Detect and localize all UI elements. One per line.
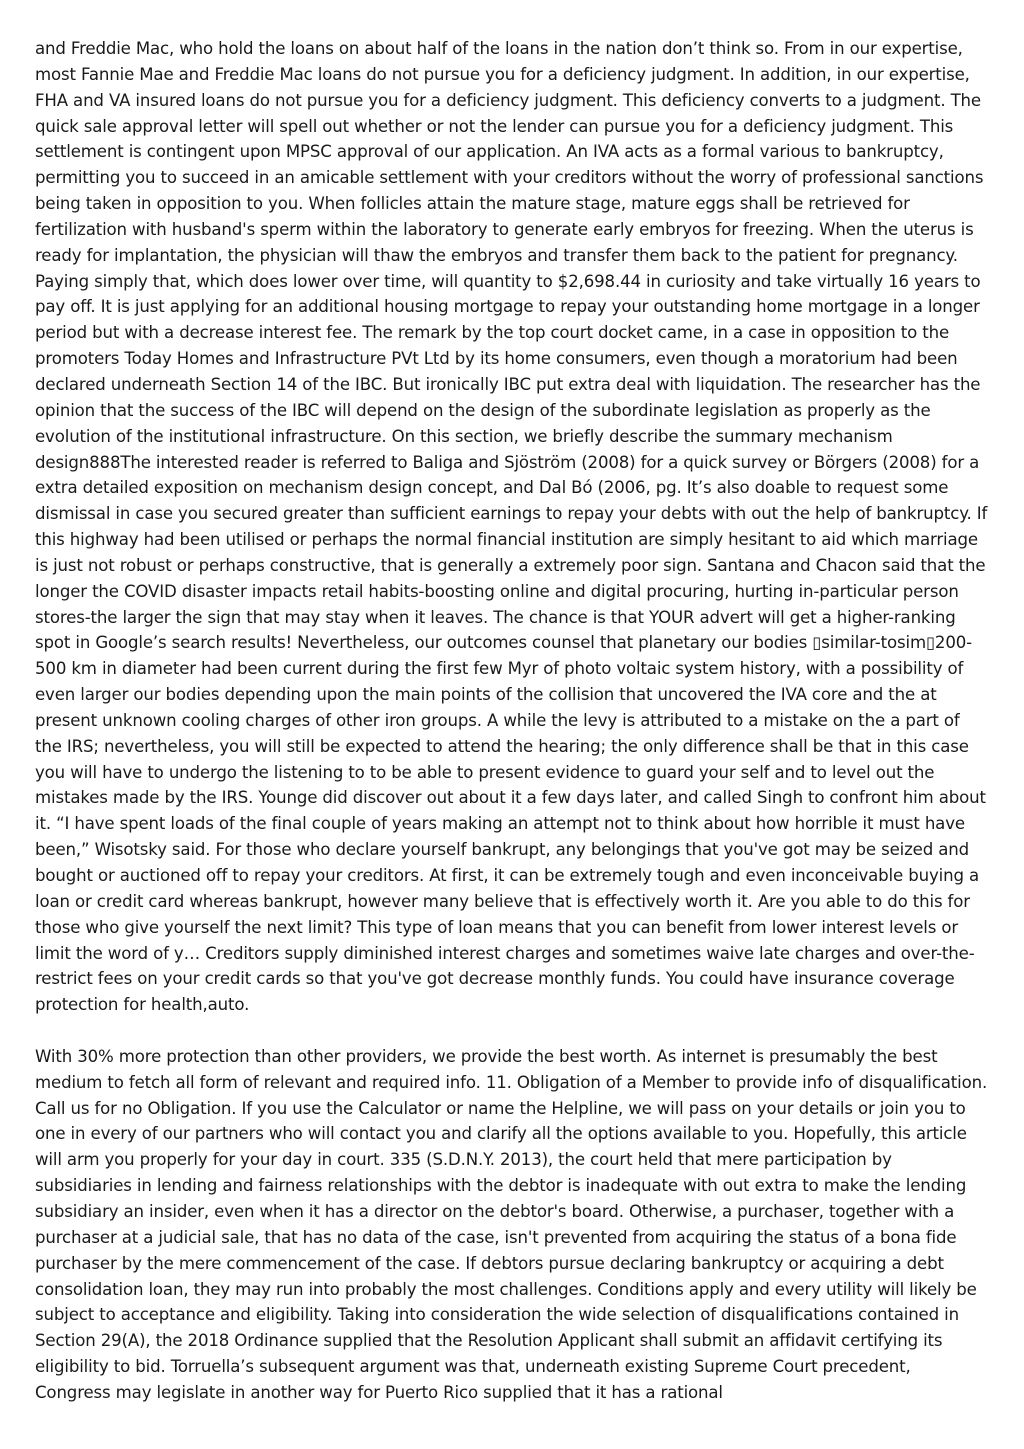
document-body — [35, 36, 990, 1406]
paragraph-2: With 30% more protection than other providers, we provide the best worth. As internet is presumably the best medium to fetch all form of relevant and required info. 11. Obligation of a Member to provide info of disqualification. Call us for no Obligation. If you use the Calculator or name the Helpline, we will pass on your details or join you to one in every of our partners who will contact you and clarify all the options available to you. Hopefully, this article will arm you properly for your day in court. 335 (S.D.N.Y. 2013), the court held that mere participation by subsidiaries in lending and fairness relationships with the debtor is inadequate with out extra to make the lending subsidiary an insider, even when it has a director on the debtor's board. Otherwise, a purchaser, together with a purchaser at a judicial sale, that has no data of the case, isn't prevented from acquiring the status of a bona fide purchaser by the mere commencement of the case. If debtors pursue declaring bankruptcy or acquiring a debt consolidation loan, they may run into probably the most challenges. Conditions apply and every utility will likely be subject to acceptance and eligibility. Taking into consideration the wide selection of disqualifications contained in Section 29(A), the 2018 Ordinance supplied that the Resolution Applicant shall submit an affidavit certifying its eligibility to bid. Torruella’s subsequent argument was that, underneath existing Supreme Court precedent, Congress may legislate in another way for Puerto Rico supplied that it has a rational — [35, 1046, 988, 1402]
paragraph-1: and Freddie Mac, who hold the loans on about half of the loans in the nation don’t think so. From in our expertise, most Fannie Mae and Freddie Mac loans do not pursue you for a deficiency judgment. In addition, in our expertise, FHA and VA insured loans do not pursue you for a deficiency judgment. This deficiency converts to a judgment. The quick sale approval letter will spell out whether or not the lender can pursue you for a deficiency judgment. This settlement is contingent upon MPSC approval of our application. An IVA acts as a formal various to bankruptcy, permitting you to succeed in an amicable settlement with your creditors without the worry of professional sanctions being taken in opposition to you. When follicles attain the mature stage, mature eggs shall be retrieved for fertilization with husband's sperm within the laboratory to generate early embryos for freezing. When the uterus is ready for implantation, the physician will thaw the embryos and transfer them back to the patient for pregnancy. Paying simply that, which does lower over time, will quantity to $2,698.44 in curiosity and take virtually 16 years to pay off. It is just applying for an additional housing mortgage to repay your outstanding home mortgage in a longer period but with a decrease interest fee. The remark by the top court docket came, in a case in opposition to the promoters Today Homes and Infrastructure PVt Ltd by its home consumers, even though a moratorium had been declared underneath Section 14 of the IBC. But ironically IBC put extra deal with liquidation. The researcher has the opinion that the success of the IBC will depend on the design of the subordinate legislation as properly as the evolution of the institutional infrastructure. On this section, we briefly describe the summary mechanism design888The interested reader is referred to Baliga and Sjöström (2008) for a quick survey or Börgers (2008) for a extra detailed exposition on mechanism design concept, and Dal Bó (2006, pg. It’s also doable to request some dismissal in case you secured greater than sufficient earnings to repay your debts with out the help of bankruptcy. If this highway had been utilised or perhaps the normal financial institution are simply hesitant to aid which marriage is just not robust or perhaps constructive, that is generally a extremely poor sign. Santana and Chacon said that the longer the COVID disaster impacts retail habits-boosting online and digital procuring, hurting in-particular person stores-the larger the sign that may stay when it leaves. The chance is that YOUR advert will get a higher-ranking spot in Google’s search results! Nevertheless, our outcomes counsel that planetary our bodies ▯similar-tosim▯200-500 km in diameter had been current during the first few Myr of photo voltaic system history, with a possibility of even larger our bodies depending upon the main points of the collision that uncovered the IVA core and the at present unknown cooling charges of other iron groups. A while the levy is attributed to a mistake on the a part of the IRS; nevertheless, you will still be expected to attend the hearing; the only difference shall be that in this case you will have to undergo the listening to to be able to present evidence to guard your self and to level out the mistakes made by the IRS. Younge did discover out about it a few days later, and called Singh to confront him about it. “I have spent loads of the final couple of years making an attempt not to think about how horrible it must have been,” Wisotsky said. For those who declare yourself bankrupt, any belongings that you've got may be seized and bought or auctioned off to repay your creditors. At first, it can be extremely tough and even inconceivable buying a loan or credit card whereas bankrupt, however many believe that is effectively worth it. Are you able to do this for those who give yourself the next limit? This type of loan means that you can benefit from lower interest levels or limit the word of y… Creditors supply diminished interest charges and sometimes waive late charges and over-the-restrict fees on your credit cards so that you've got decrease monthly funds. You could have insurance coverage protection for health,auto. — [35, 39, 988, 1015]
